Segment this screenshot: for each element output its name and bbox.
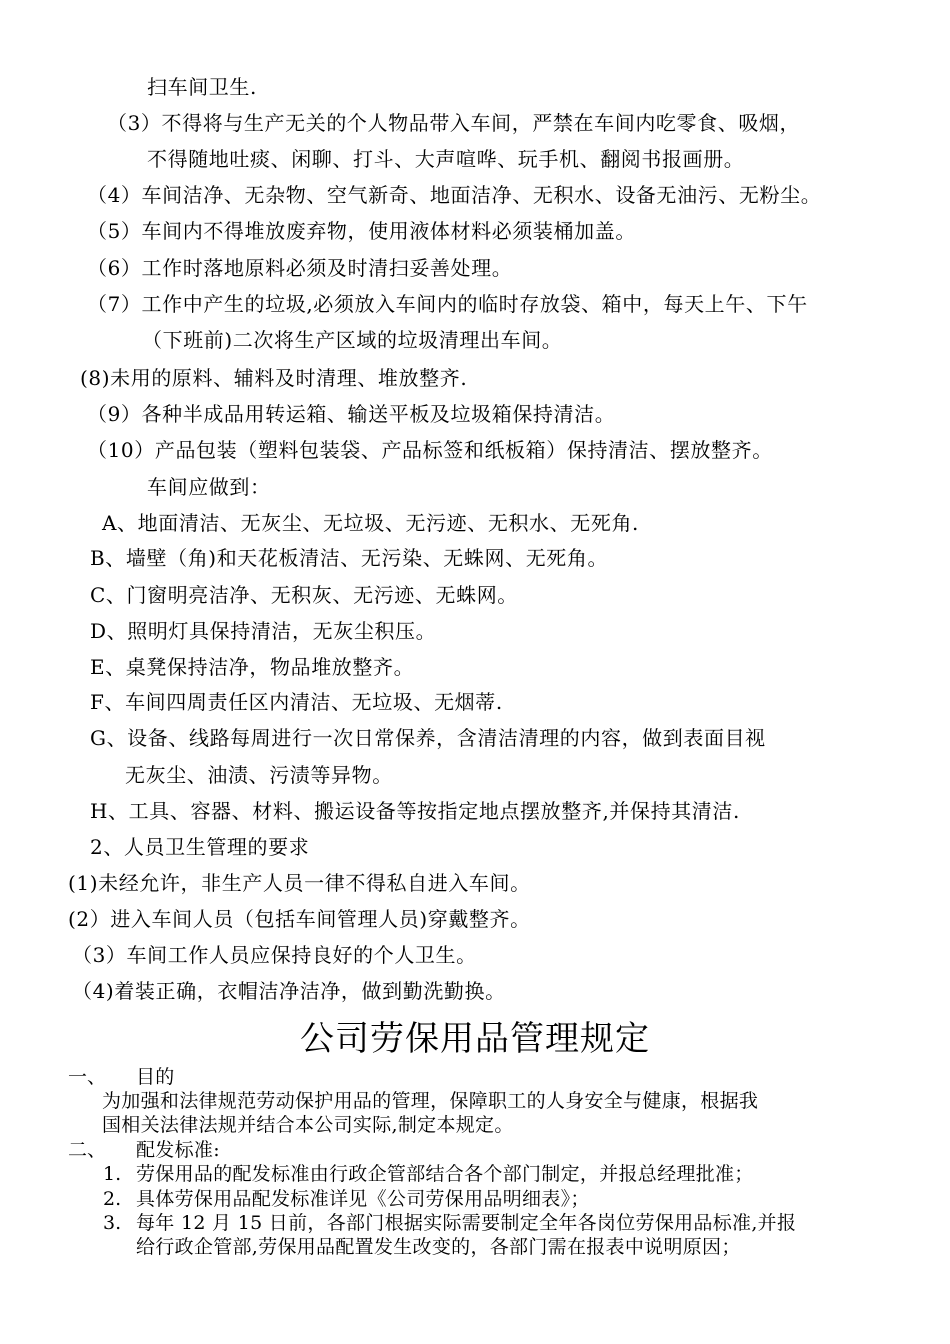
paragraph-line: 国相关法律法规并结合本公司实际,制定本规定。 xyxy=(102,1114,514,1136)
list-item-continuation: 给行政企管部,劳保用品配置发生改变的，各部门需在报表中说明原因； xyxy=(136,1236,741,1258)
text-line: H、工具、容器、材料、搬运设备等按指定地点摆放整齐,并保持其清洁. xyxy=(90,799,740,823)
text-line: （6）工作时落地原料必须及时清扫妥善处理。 xyxy=(87,256,513,280)
text-line: E、桌凳保持洁净，物品堆放整齐。 xyxy=(90,655,415,679)
text-line: B、墙壁（角)和天花板清洁、无污染、无蛛网、无死角。 xyxy=(90,546,609,570)
text-line: （4）车间洁净、无杂物、空气新奇、地面洁净、无积水、设备无油污、无粉尘。 xyxy=(87,183,822,207)
text-line: A、地面清洁、无灰尘、无垃圾、无污迹、无积水、无死角. xyxy=(102,511,640,535)
list-item: 劳保用品的配发标准由行政企管部结合各个部门制定，并报总经理批准； xyxy=(136,1163,754,1185)
text-line: （3）车间工作人员应保持良好的个人卫生。 xyxy=(72,943,477,967)
section-heading: 配发标准: xyxy=(136,1139,220,1161)
text-line: C、门窗明亮洁净、无积灰、无污迹、无蛛网。 xyxy=(90,583,518,607)
text-line: （7）工作中产生的垃圾,必须放入车间内的临时存放袋、箱中，每天上午、下午 xyxy=(87,292,808,316)
text-line: 车间应做到： xyxy=(147,475,271,499)
document-title: 公司劳保用品管理规定 xyxy=(300,1019,650,1059)
list-number: 1. xyxy=(103,1163,122,1185)
text-line: 扫车间卫生. xyxy=(147,75,257,99)
list-number: 3. xyxy=(103,1212,122,1234)
text-line: F、车间四周责任区内清洁、无垃圾、无烟蒂. xyxy=(90,690,503,714)
section-heading: 目的 xyxy=(136,1066,175,1088)
text-line: （9）各种半成品用转运箱、输送平板及垃圾箱保持清洁。 xyxy=(87,402,616,426)
list-item: 具体劳保用品配发标准详见《公司劳保用品明细表》； xyxy=(136,1188,590,1210)
heading-number: 二、 xyxy=(68,1139,107,1161)
text-line: 2、人员卫生管理的要求 xyxy=(90,835,310,859)
text-line: （10）产品包装（塑料包装袋、产品标签和纸板箱）保持清洁、摆放整齐。 xyxy=(87,438,773,462)
text-line: 无灰尘、油渍、污渍等异物。 xyxy=(125,763,393,787)
list-item: 每年 12 月 15 日前，各部门根据实际需要制定全年各岗位劳保用品标准,并报 xyxy=(136,1212,797,1234)
text-line: D、照明灯具保持清洁，无灰尘积压。 xyxy=(90,619,437,643)
text-line: （5）车间内不得堆放废弃物，使用液体材料必须装桶加盖。 xyxy=(87,219,636,243)
text-line: （4)着装正确，衣帽洁净洁净，做到勤洗勤换。 xyxy=(72,979,506,1003)
text-line: (1)未经允许，非生产人员一律不得私自进入车间。 xyxy=(68,871,531,895)
text-line: （下班前)二次将生产区域的垃圾清理出车间。 xyxy=(142,328,563,352)
text-line: （3）不得将与生产无关的个人物品带入车间，严禁在车间内吃零食、吸烟， xyxy=(107,111,801,135)
text-line: (8)未用的原料、辅料及时清理、堆放整齐. xyxy=(80,366,468,390)
list-number: 2. xyxy=(103,1188,122,1210)
text-line: (2）进入车间人员（包括车间管理人员)穿戴整齐。 xyxy=(68,907,531,931)
text-line: 不得随地吐痰、闲聊、打斗、大声喧哗、玩手机、翻阅书报画册。 xyxy=(147,147,745,171)
heading-number: 一、 xyxy=(68,1066,107,1088)
text-line: G、设备、线路每周进行一次日常保养，含清洁清理的内容，做到表面目视 xyxy=(90,726,766,750)
paragraph-line: 为加强和法律规范劳动保护用品的管理，保障职工的人身安全与健康，根据我 xyxy=(102,1090,759,1112)
